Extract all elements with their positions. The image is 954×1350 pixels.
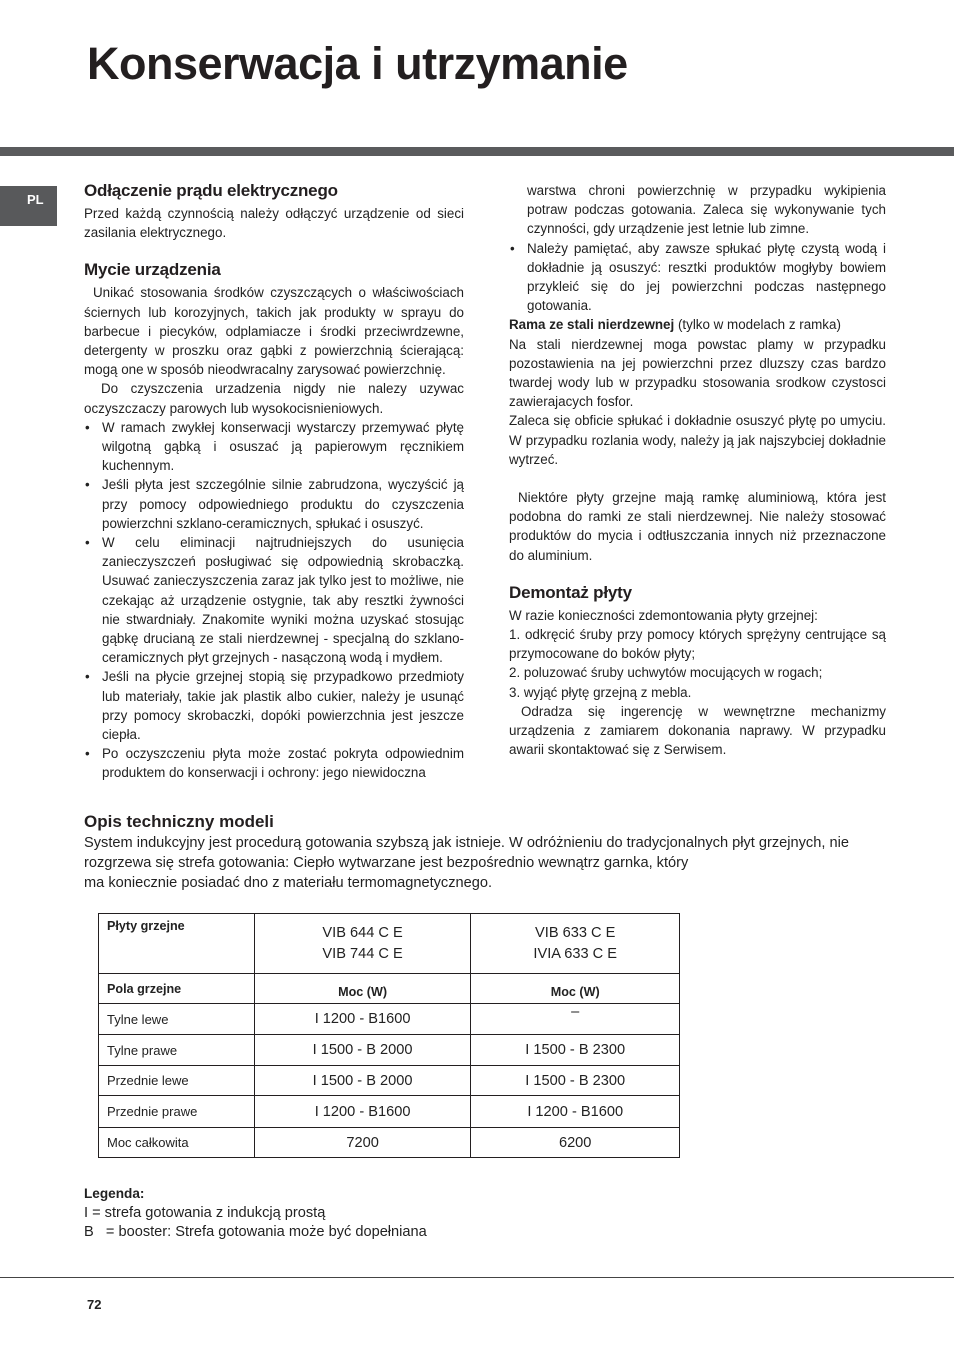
power-text: Przed każdą czynnością należy odłączyć urządzenie od sieci zasilania elektrycznego. (84, 206, 464, 241)
table-header-zones: Pola grzejne (99, 974, 255, 1004)
removal-line: 1. odkręcić śruby przy pomocy których sprężyny centrujące są przymocowane do boków płyty; (509, 627, 886, 662)
section-heading-cleaning: Mycie urządzenia (84, 260, 221, 280)
tech-intro-line: ma koniecznie posiadać dno z materiału termomagnetycznego. (84, 875, 493, 891)
frame-paragraph-1: Na stali nierdzewnej moga powstac plamy w przypadku pozostawienia na jej powierzchni przez dluzszy czas bardzo twardej wody lub w przypadku stosowania srodkow czystosci zawierajacych fosfor. (509, 336, 886, 410)
language-tab: PL (0, 186, 57, 226)
list-item: • Po oczyszczeniu płyta może zostać pokryta odpowiednim produktem do konserwacji i ochrony: jego niewidoczna (84, 744, 464, 782)
table-cell-total: 6200 (471, 1128, 680, 1158)
rinse-list (509, 239, 886, 316)
table-row (99, 1066, 680, 1096)
table-cell-zone: Moc całkowita (99, 1128, 255, 1158)
table-cell-value: I 1500 - B 2000 (254, 1035, 471, 1066)
tech-intro (84, 833, 894, 893)
left-column (84, 180, 464, 783)
list-item: • Jeśli na płycie grzejnej stopią się przypadkowo przedmioty lub materiały, takie jak plastik albo cukier, należy je usunąć przy pomocy skrobaczki, dopóki powierzchnia jest jeszcze ciepła. (84, 667, 464, 744)
list-item: • Należy pamiętać, aby zawsze spłukać płytę czystą wodą i dokładnie ją osuszyć: resztki produktów mogłyby bowiem przykleić się do jej powierzchni podczas następnego gotowania. (509, 239, 886, 316)
table-cell-zone: Tylne lewe (99, 1004, 255, 1035)
table-header-power-b: Moc (W) (471, 974, 680, 1004)
cleaning-paragraph-1: Unikać stosowania środków czyszczących o właściwościach ściernych lub korozyjnych, takich jak produkty w sprayu do barbecue i piecyków, odplamiacze i środki przeciwrdzewne, detergenty w proszku oraz gąbki z powierzchnią ścierającą: mogą one w sposób nieodwracalny zarysować powierzchnię. (84, 285, 464, 378)
page-title: Konserwacja i utrzymanie (87, 38, 628, 89)
legend-line: B = booster: Strefa gotowania może być dopełniana (84, 1224, 427, 1240)
table-row (99, 974, 680, 1004)
table-cell-value: I 1500 - B 2300 (471, 1035, 680, 1066)
section-heading-tech: Opis techniczny modeli (84, 812, 274, 831)
table-cell-total: 7200 (254, 1128, 471, 1158)
aluminium-paragraph: Niektóre płyty grzejne mają ramkę aluminiową, która jest podobna do ramki ze stali nierdzewnej. Nie należy stosować produktów do mycia i odtłuszczania innych niż przeznaczone do aluminium. (509, 490, 886, 563)
table-cell-zone: Przednie prawe (99, 1096, 255, 1128)
table-cell-value: – (471, 1004, 680, 1035)
legend-title: Legenda: (84, 1186, 145, 1201)
frame-title (509, 315, 886, 334)
tech-table (98, 913, 680, 1158)
table-cell-zone: Przednie lewe (99, 1066, 255, 1096)
section-heading-removal: Demontaż płyty (509, 582, 632, 602)
table-row (99, 914, 680, 974)
footer-divider (0, 1277, 954, 1278)
cleaning-paragraph-2: Do czyszczenia urzadzenia nigdy nie nalezy uzywac oczyszczaczy parowych lub wysokocisnieniowych. (84, 381, 464, 416)
table-row (99, 1128, 680, 1158)
model-b-cell (471, 914, 680, 974)
tech-intro-line: System indukcyjny jest procedurą gotowania szybszą jak istnieje. W odróżnieniu do tradycjonalnych płyt grzejnych, nie (84, 835, 849, 851)
list-item: • W celu eliminacji najtrudniejszych do usunięcia zanieczyszczeń posługiwać się odpowiednią skrobaczką. Usuwać zanieczyszczenia zaraz jak tylko jest to możliwe, nie czekając aż urządzenie ostygnie, tak aby resztki żywności nie stwardniały. Znakomite wyniki można uzyskać stosując gąbkę drucianą ze stali nierdzewnej - specjalną do szklano-ceramicznych płyt grzejnych - nasączoną wodą i mydłem. (84, 533, 464, 667)
table-cell-value: I 1500 - B 2300 (471, 1066, 680, 1096)
removal-warning: Odradza się ingerencję w wewnętrzne mechanizmy urządzenia z zamiarem dokonania naprawy. W przypadku awarii skontaktować się z Serwisem. (509, 703, 886, 758)
spacer (509, 469, 886, 488)
legend-line: I = strefa gotowania z indukcją prostą (84, 1204, 326, 1221)
model-a-line-1: VIB 644 C E (322, 924, 403, 941)
removal-line: 3. wyjąć płytę grzejną z mebla. (509, 684, 692, 700)
frame-paragraph-2: Zaleca się obficie spłukać i dokładnie osuszyć płytę po umyciu. W przypadku rozlania wody, należy ją jak najszybciej dokładnie wytrzeć. (509, 413, 886, 467)
list-item: • Jeśli płyta jest szczególnie silnie zabrudzona, wyczyścić ją przy pomocy odpowiedniego produktu do czyszczenia powierzchni szklano-ceramicznych, spłukać i osuszyć. (84, 475, 464, 533)
cleaning-list (84, 418, 464, 783)
model-a-line-2: VIB 744 C E (322, 945, 403, 962)
list-item: • W ramach zwykłej konserwacji wystarczy przemywać płytę wilgotną gąbką i osuszać ją papierowym ręcznikiem kuchennym. (84, 418, 464, 476)
table-row (99, 1004, 680, 1035)
header-bar (0, 147, 954, 156)
table-cell-value: I 1200 - B1600 (254, 1004, 471, 1035)
model-b-line-1: VIB 633 C E (535, 924, 616, 941)
tech-intro-line: rozgrzewa się strefa gotowania: Ciepło wytwarzane jest bezpośrednio wewnątrz garnka, który (84, 855, 689, 871)
page-number: 72 (87, 1297, 102, 1312)
model-a-cell (254, 914, 471, 974)
table-cell-value: I 1200 - B1600 (254, 1096, 471, 1128)
table-cell-zone: Tylne prawe (99, 1035, 255, 1066)
table-row (99, 1096, 680, 1128)
removal-line: 2. poluzować śruby uchwytów mocujących w rogach; (509, 665, 823, 681)
removal-line: W razie konieczności zdemontowania płyty grzejnej: (509, 607, 818, 623)
section-heading-power: Odłączenie prądu elektrycznego (84, 181, 338, 200)
table-row (99, 1035, 680, 1066)
table-cell-value: I 1200 - B1600 (471, 1096, 680, 1128)
right-column (509, 181, 886, 759)
table-header-power-a: Moc (W) (254, 974, 471, 1004)
legend (84, 1184, 427, 1243)
frame-title-note: (tylko w modelach z ramka) (674, 317, 841, 333)
model-b-line-2: IVIA 633 C E (533, 945, 617, 962)
frame-title-bold: Rama ze stali nierdzewnej (509, 317, 675, 333)
protection-continued: warstwa chroni powierzchnię w przypadku wykipienia potraw podczas gotowania. Zaleca się wykonywanie tych czynności, gdy urządzenie jest letnie lub zimne. (527, 183, 886, 237)
table-corner-cell: Płyty grzejne (99, 914, 255, 974)
table-cell-value: I 1500 - B 2000 (254, 1066, 471, 1096)
